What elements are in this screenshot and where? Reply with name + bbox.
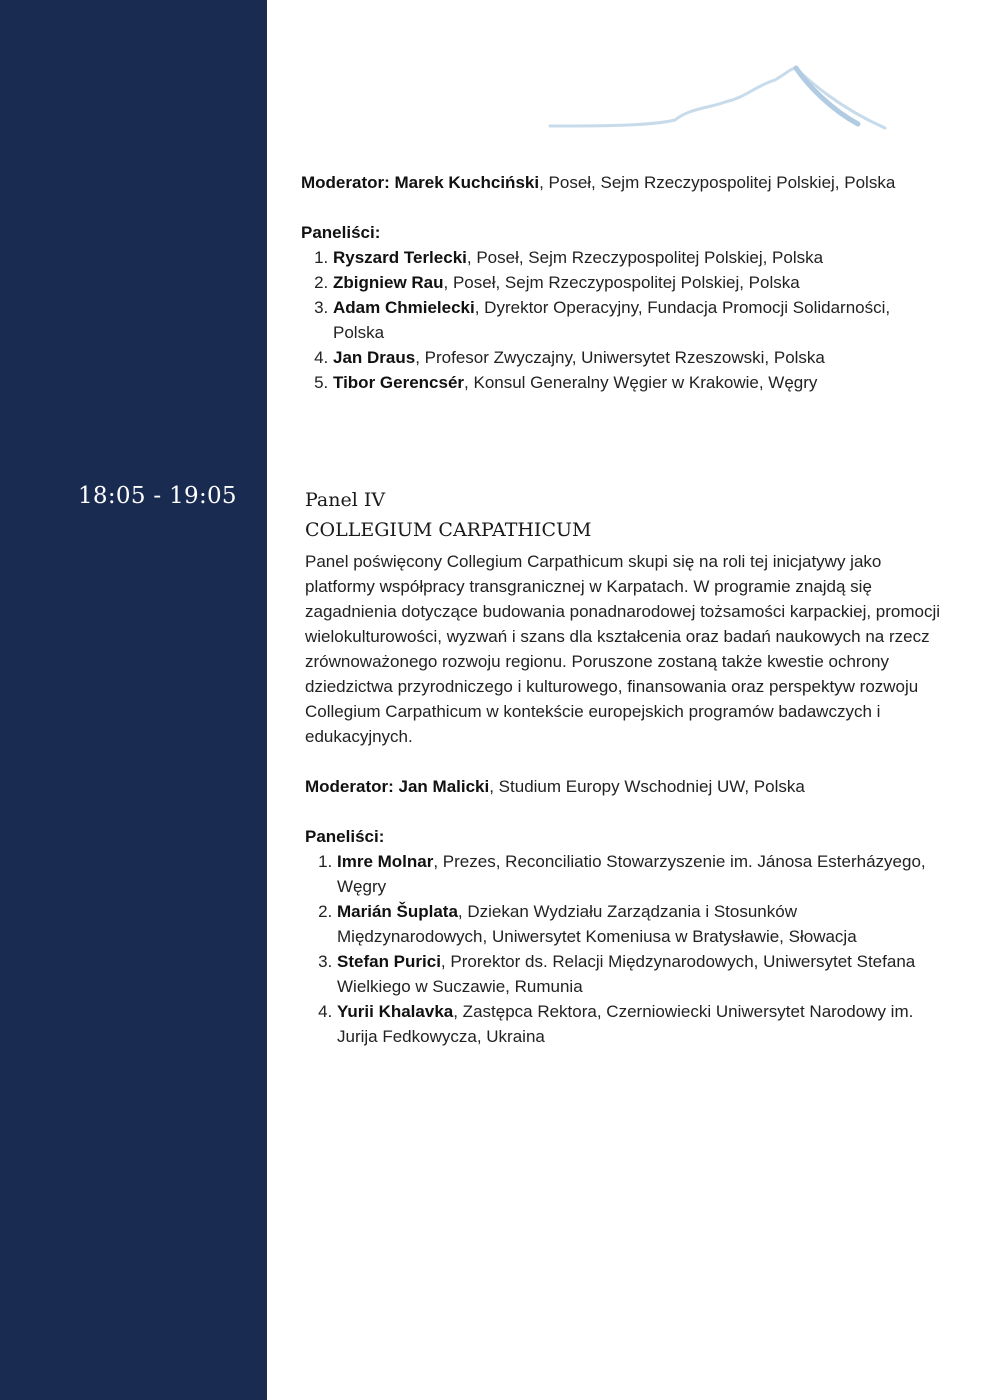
- panelist-role: , Konsul Generalny Węgier w Krakowie, Węgry: [464, 373, 818, 392]
- panelist-name: Tibor Gerencsér: [333, 373, 465, 392]
- panelist-role: , Prorektor ds. Relacji Międzynarodowych, Uniwersytet Stefana Wielkiego w Suczawie, Rumunia: [337, 952, 916, 996]
- moderator-name: Marek Kuchciński: [394, 173, 540, 192]
- panel-title: COLLEGIUM CARPATHICUM: [305, 519, 592, 541]
- moderator-role: , Poseł, Sejm Rzeczypospolitej Polskiej, Polska: [539, 173, 896, 192]
- panelists-heading: Paneliści:: [301, 223, 381, 242]
- panel-4-panelists-list: [305, 849, 945, 1049]
- mountain-outline-icon: [540, 58, 900, 138]
- moderator-role: , Studium Europy Wschodniej UW, Polska: [489, 777, 805, 796]
- panelist-role: , Prezes, Reconciliatio Stowarzyszenie im. Jánosa Esterházyego, Węgry: [337, 852, 926, 896]
- moderator-label: Moderator:: [305, 777, 394, 796]
- panelist-role: , Dziekan Wydziału Zarządzania i Stosunków Międzynarodowych, Uniwersytet Komeniusa w Bratysławie, Słowacja: [337, 902, 857, 946]
- panelist-name: Jan Draus: [333, 348, 416, 367]
- panel-4-details: [305, 485, 945, 1049]
- list-item: [333, 245, 941, 270]
- panelist-name: Zbigniew Rau: [333, 273, 444, 292]
- panelist-name: Stefan Purici: [337, 952, 441, 971]
- panel-4-moderator: [305, 774, 945, 799]
- list-item: [333, 370, 941, 395]
- list-item: [337, 899, 945, 949]
- panel-description: Panel poświęcony Collegium Carpathicum skupi się na roli tej inicjatywy jako platformy współpracy transgranicznej w Karpatach. W programie znajdą się zagadnienia dotyczące budowania ponadnarodowej tożsamości karpackiej, promocji wielokulturowości, wyzwań i szans dla kształcenia oraz badań naukowych na rzecz zrównoważonego rozwoju regionu. Poruszone zostaną także kwestie ochrony dziedzictwa przyrodniczego i kulturowego, finansowania oraz perspektyw rozwoju Collegium Carpathicum w kontekście europejskich programów badawczych i edukacyjnych.: [305, 552, 941, 746]
- list-item: [333, 345, 941, 370]
- session-time: 18:05 - 19:05: [78, 483, 237, 509]
- panelist-role: , Zastępca Rektora, Czerniowiecki Uniwersytet Narodowy im. Jurija Fedkowycza, Ukraina: [337, 1002, 914, 1046]
- panelist-role: , Poseł, Sejm Rzeczypospolitej Polskiej, Polska: [443, 273, 800, 292]
- panel-3-panelists-list: [301, 245, 941, 395]
- panelist-name: Marián Šuplata: [337, 902, 458, 921]
- sidebar-band: [0, 0, 267, 1400]
- panelist-role: , Dyrektor Operacyjny, Fundacja Promocji Solidarności, Polska: [333, 298, 891, 342]
- list-item: [337, 949, 945, 999]
- panel-number: Panel IV: [305, 489, 386, 511]
- panelist-name: Adam Chmielecki: [333, 298, 475, 317]
- list-item: [333, 270, 941, 295]
- list-item: [333, 295, 941, 345]
- panelist-name: Yurii Khalavka: [337, 1002, 454, 1021]
- panelist-role: , Poseł, Sejm Rzeczypospolitej Polskiej, Polska: [466, 248, 824, 267]
- panelist-role: , Profesor Zwyczajny, Uniwersytet Rzeszowski, Polska: [415, 348, 825, 367]
- panel-3-details: [301, 170, 941, 395]
- moderator-name: Jan Malicki: [398, 777, 490, 796]
- panel-3-moderator: [301, 170, 941, 195]
- list-item: [337, 999, 945, 1049]
- panelists-heading: Paneliści:: [305, 827, 385, 846]
- panelist-name: Imre Molnar: [337, 852, 434, 871]
- panelist-name: Ryszard Terlecki: [333, 248, 467, 267]
- list-item: [337, 849, 945, 899]
- moderator-label: Moderator:: [301, 173, 390, 192]
